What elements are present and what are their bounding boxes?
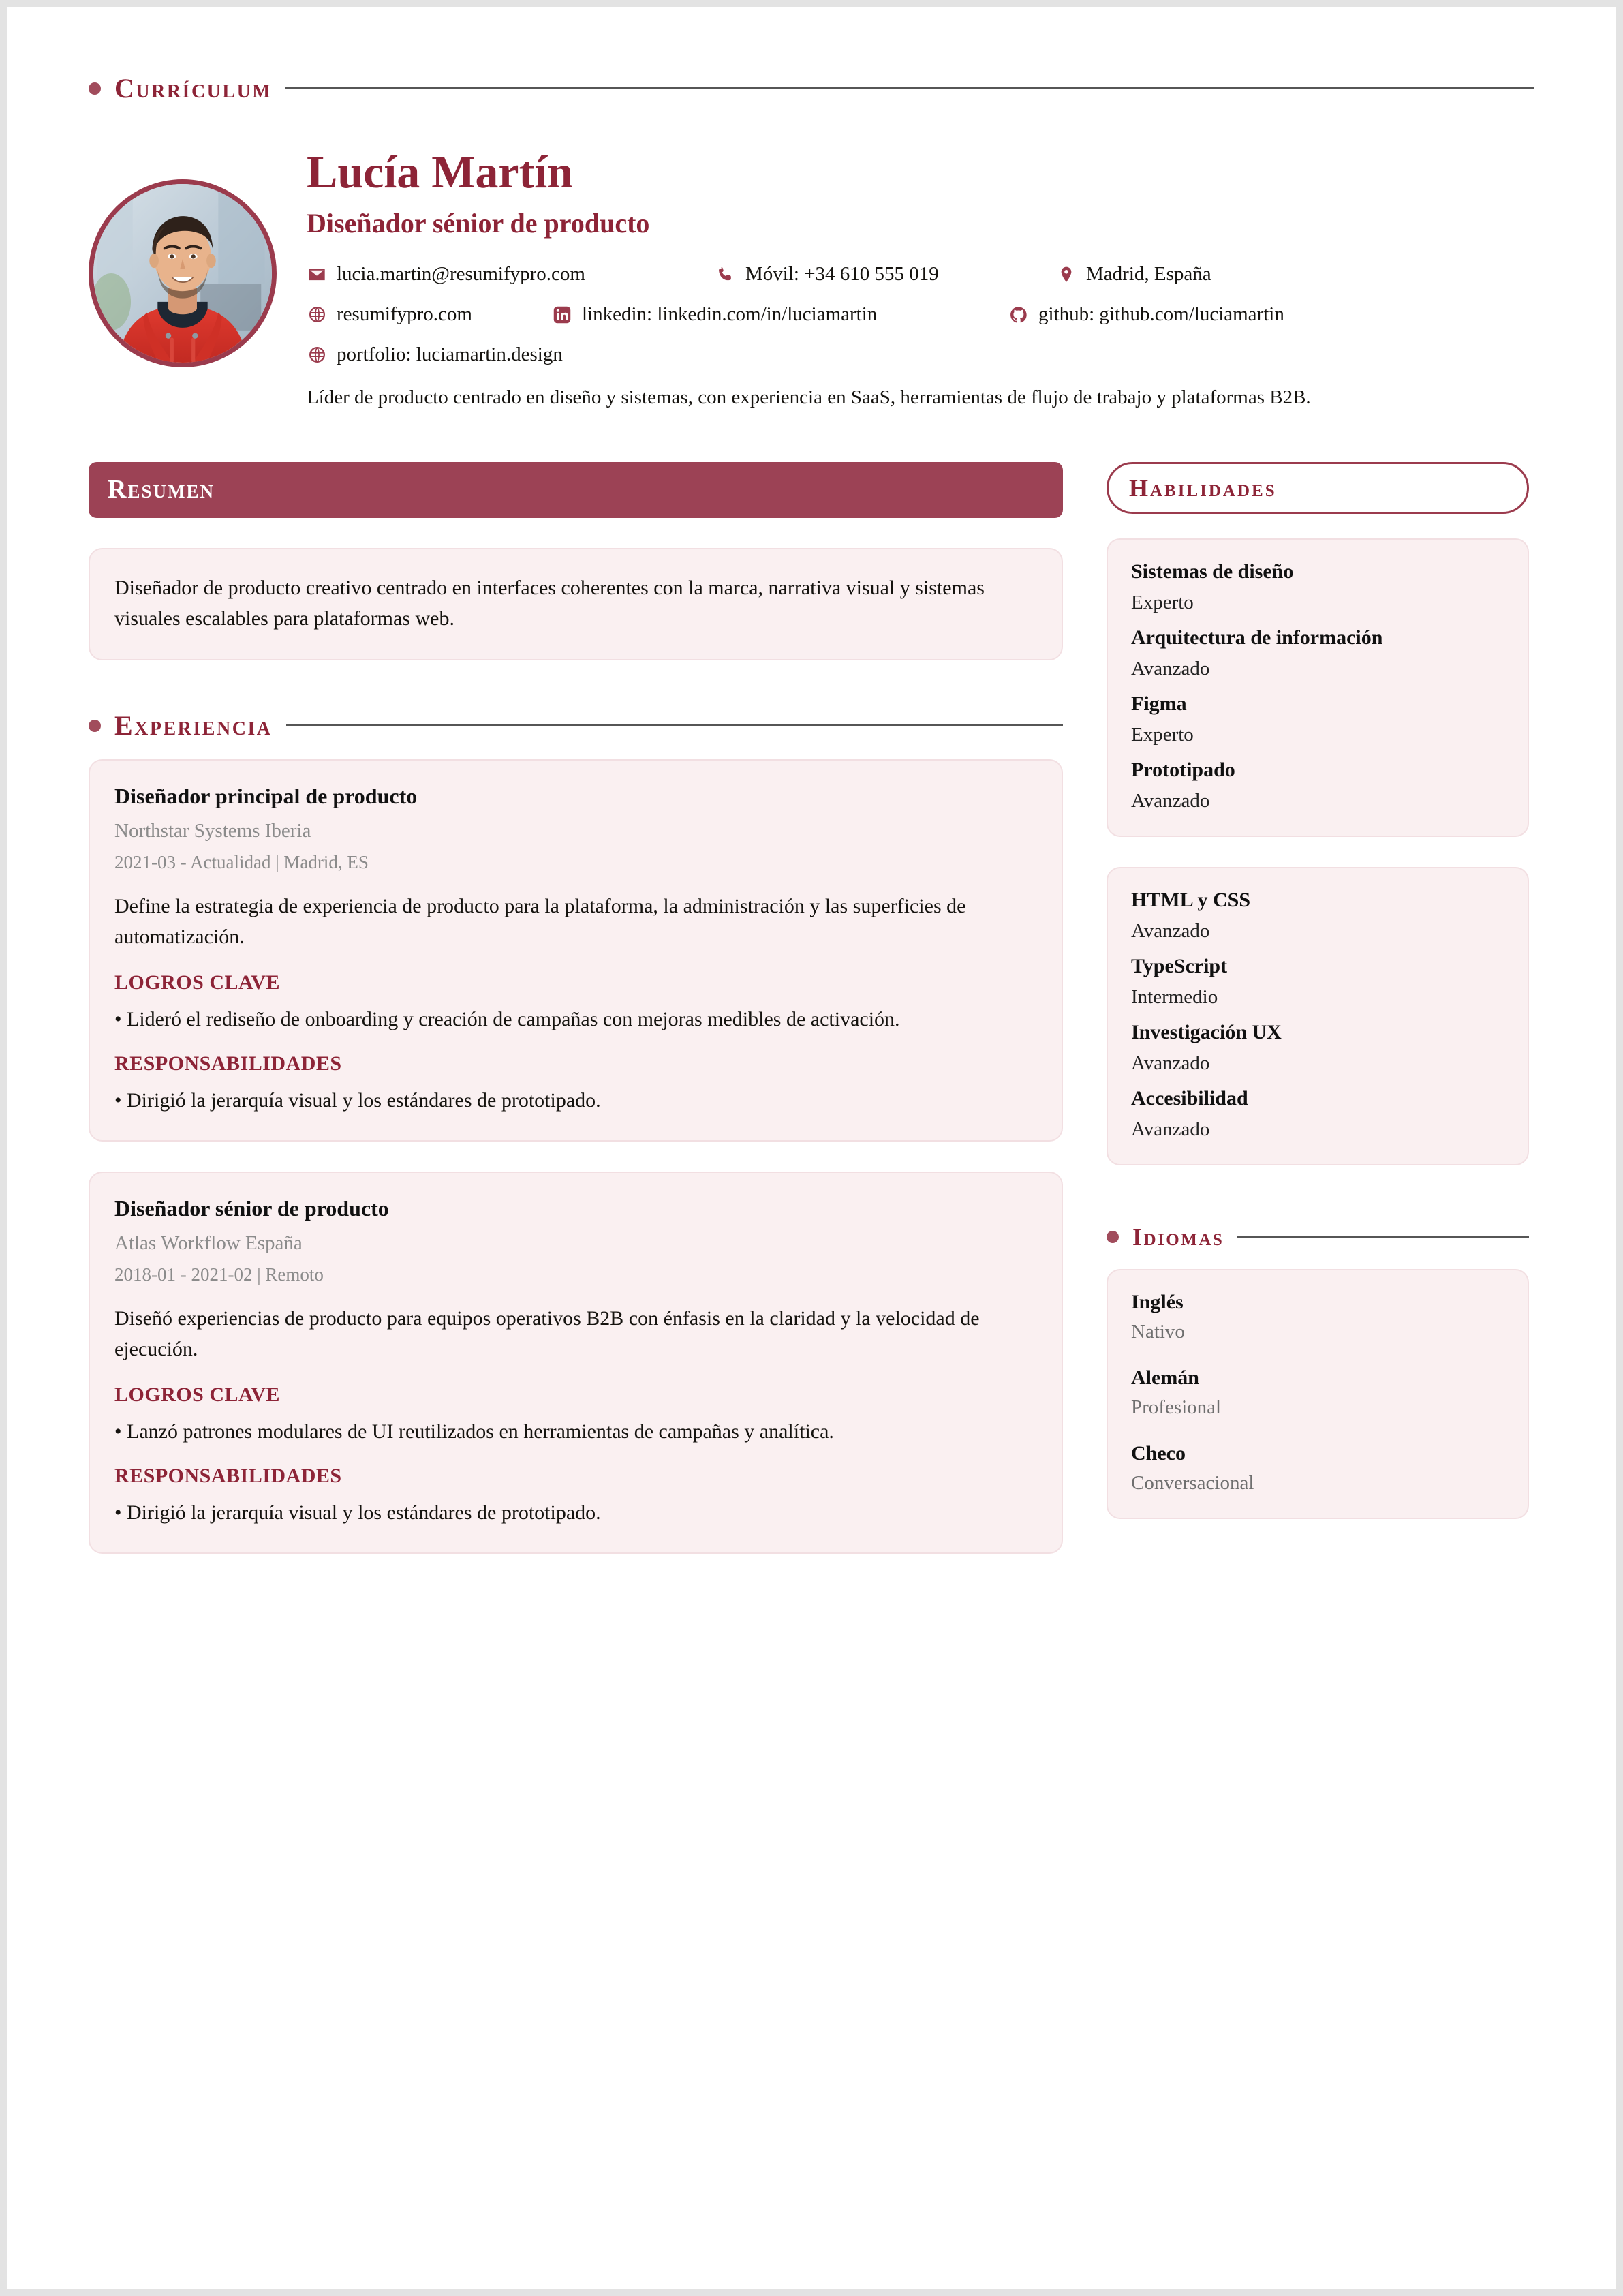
section-header-experiencia <box>89 709 1063 741</box>
document-heading <box>89 72 1534 104</box>
document-heading-label: Currículum <box>114 73 273 104</box>
avatar-wrapper <box>89 148 286 367</box>
languages-card <box>1107 1269 1529 1519</box>
bullet-dot-icon <box>1107 1231 1119 1243</box>
language-level: Nativo <box>1131 1320 1185 1343</box>
skills-card <box>1107 538 1529 837</box>
experience-item <box>89 1172 1063 1554</box>
identity-text <box>286 148 1534 412</box>
main-column <box>89 462 1063 1584</box>
github-icon <box>1008 305 1029 325</box>
skill-name: Sistemas de diseño <box>1131 560 1294 583</box>
summary-text: Diseñador de producto creativo centrado en interfaces coherentes con la marca, narrativa visual y sistemas visuales escalables para plataformas web. <box>114 576 985 630</box>
contact-row-1 <box>307 262 1534 286</box>
sidebar-spacer <box>1107 1195 1529 1223</box>
heading-rule <box>1237 1236 1529 1238</box>
skill-level: Experto <box>1131 723 1194 746</box>
experience-responsibilities-label: RESPONSABILIDADES <box>114 1465 342 1488</box>
contact-location-text: Madrid, España <box>1086 263 1211 286</box>
section-header-resumen <box>89 462 1063 518</box>
experience-responsibilities-label: RESPONSABILIDADES <box>114 1052 342 1075</box>
experience-organization: Northstar Systems Iberia <box>114 820 311 842</box>
skill-level: Avanzado <box>1131 1052 1210 1074</box>
contact-github[interactable] <box>1008 303 1284 326</box>
experience-description: Define la estrategia de experiencia de producto para la plataforma, la administración y las superficies de automatización. <box>114 895 966 949</box>
globe-icon <box>307 344 327 365</box>
linkedin-icon <box>552 305 572 325</box>
contact-website[interactable] <box>307 303 552 326</box>
experience-title: Diseñador sénior de producto <box>114 1196 389 1221</box>
language-level: Conversacional <box>1131 1471 1254 1494</box>
body-columns <box>89 462 1534 1584</box>
identity-summary: Líder de producto centrado en diseño y sistemas, con experiencia en SaaS, herramientas de flujo de trabajo y plataformas B2B. <box>307 386 1311 408</box>
contact-email[interactable] <box>307 262 715 286</box>
skill-name: Investigación UX <box>1131 1020 1282 1043</box>
language-item <box>1131 1366 1504 1419</box>
contact-portfolio-text: portfolio: luciamartin.design <box>337 343 563 365</box>
envelope-icon <box>307 264 327 285</box>
skill-level: Intermedio <box>1131 985 1218 1008</box>
experience-achievements-label: LOGROS CLAVE <box>114 1383 281 1407</box>
skill-name: TypeScript <box>1131 954 1228 977</box>
contact-phone[interactable] <box>715 262 1056 286</box>
experience-responsibility-bullet: • Dirigió la jerarquía visual y los estándares de prototipado. <box>114 1501 601 1525</box>
identity-block <box>89 148 1534 412</box>
skill-level: Avanzado <box>1131 657 1210 679</box>
skill-name: Accesibilidad <box>1131 1086 1248 1109</box>
language-item <box>1131 1442 1504 1495</box>
globe-icon <box>307 305 327 325</box>
experience-item <box>89 759 1063 1142</box>
language-name: Inglés <box>1131 1290 1184 1313</box>
skills-card <box>1107 867 1529 1165</box>
heading-rule <box>286 724 1063 726</box>
phone-icon <box>715 264 736 285</box>
section-header-habilidades <box>1107 462 1529 514</box>
contact-linkedin[interactable] <box>552 303 1008 326</box>
contact-github-text: github: github.com/luciamartin <box>1038 303 1284 326</box>
language-level: Profesional <box>1131 1396 1222 1418</box>
contact-row-3 <box>307 343 1534 367</box>
contact-linkedin-text: linkedin: linkedin.com/in/luciamartin <box>582 303 878 326</box>
summary-card <box>89 548 1063 660</box>
section-header-resumen-label: Resumen <box>108 474 215 504</box>
section-header-experiencia-label: Experiencia <box>114 710 273 741</box>
heading-rule <box>285 87 1534 89</box>
experience-description: Diseñó experiencias de producto para equipos operativos B2B con énfasis en la claridad y la velocidad de ejecución. <box>114 1307 980 1361</box>
experience-meta: 2021-03 - Actualidad | Madrid, ES <box>114 852 369 873</box>
skill-name: HTML y CSS <box>1131 888 1251 911</box>
contact-location <box>1056 262 1211 286</box>
section-header-idiomas-label: Idiomas <box>1132 1223 1224 1251</box>
sidebar-column <box>1107 462 1529 1549</box>
experience-achievements-label: LOGROS CLAVE <box>114 971 281 994</box>
experience-meta: 2018-01 - 2021-02 | Remoto <box>114 1264 324 1285</box>
location-pin-icon <box>1056 264 1077 285</box>
skill-level: Avanzado <box>1131 789 1210 812</box>
avatar <box>89 179 277 367</box>
contact-phone-text: Móvil: +34 610 555 019 <box>745 263 939 286</box>
contact-list <box>307 262 1534 366</box>
skill-level: Avanzado <box>1131 919 1210 942</box>
skill-level: Experto <box>1131 591 1194 613</box>
candidate-job-title: Diseñador sénior de producto <box>307 208 650 239</box>
experience-responsibility-bullet: • Dirigió la jerarquía visual y los estándares de prototipado. <box>114 1089 601 1112</box>
section-header-idiomas <box>1107 1223 1529 1251</box>
skill-name: Figma <box>1131 692 1187 715</box>
contact-website-text: resumifypro.com <box>337 303 472 326</box>
experience-organization: Atlas Workflow España <box>114 1232 303 1255</box>
bullet-dot-icon <box>89 720 101 732</box>
candidate-name: Lucía Martín <box>307 146 573 198</box>
contact-portfolio[interactable] <box>307 343 563 367</box>
contact-row-2 <box>307 303 1534 326</box>
section-header-habilidades-label: Habilidades <box>1129 474 1277 502</box>
experience-title: Diseñador principal de producto <box>114 784 418 809</box>
bullet-dot-icon <box>89 82 101 95</box>
skill-name: Arquitectura de información <box>1131 626 1383 649</box>
language-name: Checo <box>1131 1441 1186 1465</box>
experience-achievement-bullet: • Lideró el rediseño de onboarding y creación de campañas con mejoras medibles de activación. <box>114 1008 900 1031</box>
experience-achievement-bullet: • Lanzó patrones modulares de UI reutilizados en herramientas de campañas y analítica. <box>114 1420 834 1443</box>
skill-level: Avanzado <box>1131 1118 1210 1140</box>
language-name: Alemán <box>1131 1366 1199 1389</box>
language-item <box>1131 1291 1504 1343</box>
skill-name: Prototipado <box>1131 758 1235 781</box>
contact-email-text: lucia.martin@resumifypro.com <box>337 263 585 286</box>
